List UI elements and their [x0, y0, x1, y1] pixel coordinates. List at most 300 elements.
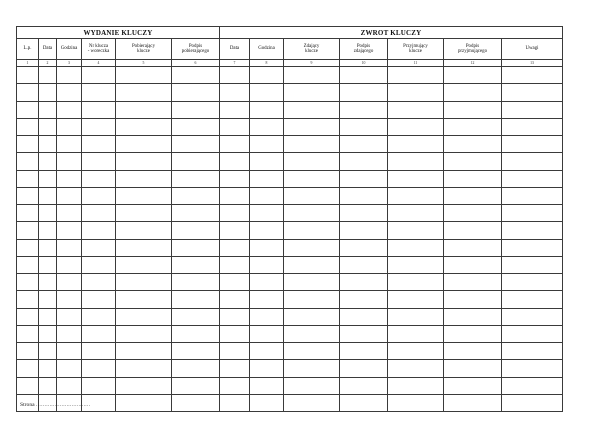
table-cell[interactable]	[388, 360, 444, 377]
table-cell[interactable]	[250, 67, 284, 84]
table-cell[interactable]	[172, 118, 220, 135]
page-number-field[interactable]: ................................	[36, 402, 91, 408]
table-cell[interactable]	[220, 308, 250, 325]
table-cell[interactable]	[220, 377, 250, 394]
table-cell[interactable]	[284, 377, 340, 394]
table-cell[interactable]	[220, 153, 250, 170]
table-cell[interactable]	[172, 377, 220, 394]
table-cell[interactable]	[340, 118, 388, 135]
table-cell[interactable]	[284, 205, 340, 222]
table-cell[interactable]	[502, 377, 563, 394]
table-cell[interactable]	[39, 153, 57, 170]
table-cell[interactable]	[284, 325, 340, 342]
table-cell[interactable]	[39, 343, 57, 360]
table-cell[interactable]	[502, 274, 563, 291]
table-cell[interactable]	[39, 205, 57, 222]
table-cell[interactable]	[17, 291, 39, 308]
column-header-line: klucze	[305, 49, 318, 54]
table-cell[interactable]	[17, 84, 39, 101]
table-cell[interactable]	[82, 360, 116, 377]
table-cell[interactable]	[502, 343, 563, 360]
column-header-12	[444, 39, 502, 60]
table-cell[interactable]	[116, 360, 172, 377]
table-cell[interactable]	[39, 239, 57, 256]
table-cell[interactable]	[220, 170, 250, 187]
table-cell[interactable]	[444, 377, 502, 394]
table-cell[interactable]	[82, 136, 116, 153]
key-log-table	[16, 26, 563, 412]
table-cell[interactable]	[172, 153, 220, 170]
table-cell[interactable]	[284, 101, 340, 118]
table-cell[interactable]	[284, 222, 340, 239]
table-cell[interactable]	[284, 187, 340, 204]
table-cell[interactable]	[284, 136, 340, 153]
table-cell[interactable]	[502, 84, 563, 101]
table-cell[interactable]	[250, 187, 284, 204]
table-cell[interactable]	[116, 67, 172, 84]
table-cell[interactable]	[444, 136, 502, 153]
section-header-row	[17, 27, 563, 39]
table-cell[interactable]	[340, 308, 388, 325]
table-cell[interactable]	[388, 187, 444, 204]
table-cell[interactable]	[284, 274, 340, 291]
table-cell[interactable]	[116, 170, 172, 187]
table-cell[interactable]	[250, 256, 284, 273]
table-cell[interactable]	[284, 84, 340, 101]
table-cell[interactable]	[250, 291, 284, 308]
table-cell[interactable]	[57, 222, 82, 239]
table-cell[interactable]	[57, 274, 82, 291]
column-header-5	[116, 39, 172, 60]
table-cell[interactable]	[116, 377, 172, 394]
column-header-line: klucze	[137, 49, 150, 54]
table-cell[interactable]	[17, 101, 39, 118]
table-cell[interactable]	[250, 239, 284, 256]
table-cell[interactable]	[502, 153, 563, 170]
table-cell[interactable]	[340, 101, 388, 118]
table-cell[interactable]	[250, 205, 284, 222]
table-cell[interactable]	[502, 118, 563, 135]
table-cell[interactable]	[340, 239, 388, 256]
table-cell[interactable]	[39, 325, 57, 342]
table-cell[interactable]	[284, 343, 340, 360]
table-cell[interactable]	[57, 291, 82, 308]
table-cell[interactable]	[340, 222, 388, 239]
table-cell[interactable]	[82, 205, 116, 222]
table-cell[interactable]	[444, 308, 502, 325]
table-cell[interactable]	[220, 325, 250, 342]
column-header-line: Podpis	[465, 43, 480, 49]
table-row	[17, 325, 563, 342]
column-header-11	[388, 39, 444, 60]
table-cell[interactable]	[17, 308, 39, 325]
column-header-10	[340, 39, 388, 60]
table-cell[interactable]	[444, 239, 502, 256]
table-cell[interactable]	[82, 153, 116, 170]
table-cell[interactable]	[116, 343, 172, 360]
table-cell[interactable]	[502, 325, 563, 342]
table-cell[interactable]	[172, 325, 220, 342]
table-cell[interactable]	[172, 84, 220, 101]
table-cell[interactable]	[57, 205, 82, 222]
table-cell[interactable]	[39, 377, 57, 394]
table-cell[interactable]	[39, 274, 57, 291]
table-cell[interactable]	[220, 84, 250, 101]
table-cell[interactable]	[444, 101, 502, 118]
table-cell[interactable]	[172, 360, 220, 377]
table-cell[interactable]	[388, 325, 444, 342]
table-cell[interactable]	[17, 153, 39, 170]
table-row	[17, 67, 563, 84]
table-cell[interactable]	[57, 377, 82, 394]
table-cell[interactable]	[284, 170, 340, 187]
table-cell[interactable]	[502, 187, 563, 204]
table-cell[interactable]	[116, 84, 172, 101]
table-row	[17, 205, 563, 222]
table-cell[interactable]	[82, 308, 116, 325]
table-cell[interactable]	[340, 377, 388, 394]
table-cell[interactable]	[116, 187, 172, 204]
table-cell[interactable]	[220, 239, 250, 256]
table-cell[interactable]	[82, 101, 116, 118]
table-cell[interactable]	[250, 274, 284, 291]
table-cell[interactable]	[340, 343, 388, 360]
table-cell[interactable]	[340, 256, 388, 273]
table-cell[interactable]	[502, 239, 563, 256]
table-row	[17, 222, 563, 239]
table-cell[interactable]	[116, 205, 172, 222]
column-header-4	[82, 39, 116, 60]
table-cell[interactable]	[17, 377, 39, 394]
table-cell[interactable]	[39, 187, 57, 204]
table-cell[interactable]	[502, 136, 563, 153]
table-cell[interactable]	[82, 239, 116, 256]
table-cell[interactable]	[444, 84, 502, 101]
table-cell[interactable]	[444, 325, 502, 342]
table-cell[interactable]	[388, 153, 444, 170]
table-cell[interactable]	[82, 170, 116, 187]
table-cell[interactable]	[57, 187, 82, 204]
table-cell[interactable]	[444, 170, 502, 187]
table-row	[17, 170, 563, 187]
table-cell[interactable]	[284, 394, 340, 411]
table-cell[interactable]	[250, 394, 284, 411]
table-cell[interactable]	[444, 394, 502, 411]
table-cell[interactable]	[116, 274, 172, 291]
table-cell[interactable]	[502, 101, 563, 118]
table-cell[interactable]	[17, 274, 39, 291]
table-cell[interactable]	[340, 153, 388, 170]
table-cell[interactable]	[444, 343, 502, 360]
table-cell[interactable]	[17, 256, 39, 273]
table-cell[interactable]	[82, 325, 116, 342]
table-cell[interactable]	[444, 291, 502, 308]
column-header-line: Zdający	[303, 43, 320, 49]
table-cell[interactable]	[340, 205, 388, 222]
table-cell[interactable]	[250, 360, 284, 377]
table-cell[interactable]	[284, 67, 340, 84]
table-cell[interactable]	[220, 274, 250, 291]
table-cell[interactable]	[388, 291, 444, 308]
table-cell[interactable]	[172, 291, 220, 308]
table-cell[interactable]	[172, 101, 220, 118]
table-cell[interactable]	[220, 118, 250, 135]
table-cell[interactable]	[39, 291, 57, 308]
table-cell[interactable]	[57, 170, 82, 187]
table-cell[interactable]	[250, 308, 284, 325]
table-cell[interactable]	[388, 205, 444, 222]
table-cell[interactable]	[57, 84, 82, 101]
table-cell[interactable]	[17, 118, 39, 135]
table-cell[interactable]	[388, 84, 444, 101]
table-cell[interactable]	[250, 170, 284, 187]
table-cell[interactable]	[57, 360, 82, 377]
table-cell[interactable]	[17, 222, 39, 239]
table-cell[interactable]	[340, 325, 388, 342]
table-cell[interactable]	[388, 118, 444, 135]
column-header-line: - woreczka	[87, 49, 110, 54]
table-cell[interactable]	[340, 136, 388, 153]
table-cell[interactable]	[284, 291, 340, 308]
table-cell[interactable]	[172, 256, 220, 273]
table-row	[17, 136, 563, 153]
table-cell[interactable]	[39, 136, 57, 153]
table-cell[interactable]	[250, 343, 284, 360]
table-cell[interactable]	[39, 101, 57, 118]
table-cell[interactable]	[340, 84, 388, 101]
table-cell[interactable]	[250, 101, 284, 118]
table-cell[interactable]	[172, 239, 220, 256]
table-cell[interactable]	[502, 360, 563, 377]
table-cell[interactable]	[340, 274, 388, 291]
table-cell[interactable]	[57, 325, 82, 342]
table-cell[interactable]	[82, 377, 116, 394]
table-cell[interactable]	[220, 187, 250, 204]
table-cell[interactable]	[502, 222, 563, 239]
table-cell[interactable]	[172, 187, 220, 204]
table-cell[interactable]	[284, 239, 340, 256]
column-header-7	[220, 39, 250, 60]
column-header-8	[250, 39, 284, 60]
table-cell[interactable]	[82, 187, 116, 204]
column-number-1: 1	[17, 60, 39, 67]
table-cell[interactable]	[39, 360, 57, 377]
table-cell[interactable]	[340, 291, 388, 308]
table-cell[interactable]	[502, 394, 563, 411]
table-cell[interactable]	[17, 360, 39, 377]
table-row	[17, 101, 563, 118]
table-cell[interactable]	[502, 308, 563, 325]
table-cell[interactable]	[172, 67, 220, 84]
table-cell[interactable]	[39, 256, 57, 273]
column-header-line: Data	[42, 46, 53, 52]
table-cell[interactable]	[220, 343, 250, 360]
table-cell[interactable]	[388, 274, 444, 291]
table-cell[interactable]	[39, 222, 57, 239]
column-header-1	[17, 39, 39, 60]
column-header-line: Podpis	[356, 43, 371, 49]
table-cell[interactable]	[284, 360, 340, 377]
table-cell[interactable]	[284, 153, 340, 170]
table-cell[interactable]	[220, 256, 250, 273]
table-cell[interactable]	[444, 222, 502, 239]
table-cell[interactable]	[250, 84, 284, 101]
table-cell[interactable]	[17, 325, 39, 342]
table-cell[interactable]	[388, 67, 444, 84]
table-cell[interactable]	[57, 136, 82, 153]
table-cell[interactable]	[116, 239, 172, 256]
table-cell[interactable]	[388, 136, 444, 153]
table-cell[interactable]	[340, 360, 388, 377]
column-number-8: 8	[250, 60, 284, 67]
table-cell[interactable]	[340, 187, 388, 204]
table-cell[interactable]	[57, 239, 82, 256]
column-header-2	[39, 39, 57, 60]
table-row	[17, 274, 563, 291]
table-cell[interactable]	[57, 153, 82, 170]
table-cell[interactable]	[82, 222, 116, 239]
table-cell[interactable]	[340, 170, 388, 187]
column-number-3: 3	[57, 60, 82, 67]
table-cell[interactable]	[444, 187, 502, 204]
table-cell[interactable]	[116, 291, 172, 308]
table-cell[interactable]	[388, 239, 444, 256]
table-cell[interactable]	[116, 222, 172, 239]
table-cell[interactable]	[172, 274, 220, 291]
column-header-line: Przyjmujący	[403, 43, 428, 49]
table-cell[interactable]	[388, 101, 444, 118]
table-cell[interactable]	[284, 118, 340, 135]
table-cell[interactable]	[82, 291, 116, 308]
table-cell[interactable]	[250, 136, 284, 153]
table-cell[interactable]	[444, 256, 502, 273]
column-header-line: L.p.	[23, 46, 32, 52]
table-cell[interactable]	[57, 256, 82, 273]
table-cell[interactable]	[57, 101, 82, 118]
table-cell[interactable]	[444, 274, 502, 291]
table-cell[interactable]	[82, 274, 116, 291]
table-cell[interactable]	[82, 67, 116, 84]
table-row	[17, 118, 563, 135]
table-cell[interactable]	[17, 136, 39, 153]
table-cell[interactable]	[220, 360, 250, 377]
table-cell[interactable]	[39, 308, 57, 325]
column-header-line: klucze	[409, 49, 422, 54]
table-cell[interactable]	[444, 205, 502, 222]
table-row	[17, 308, 563, 325]
table-cell[interactable]	[502, 291, 563, 308]
table-cell[interactable]	[172, 136, 220, 153]
table-cell[interactable]	[172, 205, 220, 222]
table-cell[interactable]	[172, 170, 220, 187]
table-cell[interactable]	[17, 187, 39, 204]
table-cell[interactable]	[502, 67, 563, 84]
table-cell[interactable]	[388, 170, 444, 187]
table-cell[interactable]	[250, 222, 284, 239]
table-cell[interactable]	[57, 308, 82, 325]
table-cell[interactable]	[17, 343, 39, 360]
table-cell[interactable]	[250, 118, 284, 135]
table-cell[interactable]	[444, 67, 502, 84]
table-cell[interactable]	[116, 101, 172, 118]
column-header-line: przyjmującego	[457, 49, 488, 54]
table-cell[interactable]	[57, 343, 82, 360]
table-cell[interactable]	[220, 101, 250, 118]
table-cell[interactable]	[82, 343, 116, 360]
table-cell[interactable]	[39, 84, 57, 101]
table-cell[interactable]	[116, 308, 172, 325]
table-cell[interactable]	[444, 118, 502, 135]
table-cell[interactable]	[116, 394, 172, 411]
table-cell[interactable]	[388, 343, 444, 360]
page-footer	[20, 402, 90, 408]
table-cell[interactable]	[57, 67, 82, 84]
table-cell[interactable]	[250, 377, 284, 394]
table-cell[interactable]	[116, 153, 172, 170]
column-header-3	[57, 39, 82, 60]
table-cell[interactable]	[444, 360, 502, 377]
table-cell[interactable]	[502, 256, 563, 273]
table-cell[interactable]	[39, 118, 57, 135]
table-cell[interactable]	[116, 118, 172, 135]
table-cell[interactable]	[82, 118, 116, 135]
column-number-10: 10	[340, 60, 388, 67]
table-cell[interactable]	[57, 118, 82, 135]
table-cell[interactable]	[340, 394, 388, 411]
table-cell[interactable]	[82, 256, 116, 273]
table-cell[interactable]	[172, 394, 220, 411]
table-cell[interactable]	[220, 394, 250, 411]
table-cell[interactable]	[220, 67, 250, 84]
table-cell[interactable]	[220, 291, 250, 308]
table-cell[interactable]	[388, 222, 444, 239]
table-cell[interactable]	[17, 67, 39, 84]
table-cell[interactable]	[250, 153, 284, 170]
table-cell[interactable]	[388, 256, 444, 273]
table-cell[interactable]	[116, 325, 172, 342]
table-cell[interactable]	[172, 308, 220, 325]
table-cell[interactable]	[388, 308, 444, 325]
table-cell[interactable]	[172, 343, 220, 360]
table-cell[interactable]	[444, 153, 502, 170]
column-header-line: pobierającego	[181, 49, 210, 54]
table-cell[interactable]	[340, 67, 388, 84]
table-cell[interactable]	[17, 239, 39, 256]
table-cell[interactable]	[388, 394, 444, 411]
table-cell[interactable]	[220, 205, 250, 222]
table-cell[interactable]	[388, 377, 444, 394]
table-row	[17, 394, 563, 411]
table-cell[interactable]	[17, 170, 39, 187]
table-cell[interactable]	[172, 222, 220, 239]
table-cell[interactable]	[39, 170, 57, 187]
column-header-line: Data	[229, 46, 240, 52]
table-cell[interactable]	[39, 67, 57, 84]
table-cell[interactable]	[502, 170, 563, 187]
table-cell[interactable]	[82, 84, 116, 101]
table-cell[interactable]	[116, 136, 172, 153]
table-cell[interactable]	[220, 136, 250, 153]
column-header-line: Pobierający	[131, 43, 156, 49]
table-cell[interactable]	[220, 222, 250, 239]
table-cell[interactable]	[502, 205, 563, 222]
table-cell[interactable]	[284, 308, 340, 325]
page-label: Strona	[20, 402, 35, 408]
table-cell[interactable]	[17, 205, 39, 222]
table-cell[interactable]	[116, 256, 172, 273]
table-cell[interactable]	[250, 325, 284, 342]
table-cell[interactable]	[284, 256, 340, 273]
